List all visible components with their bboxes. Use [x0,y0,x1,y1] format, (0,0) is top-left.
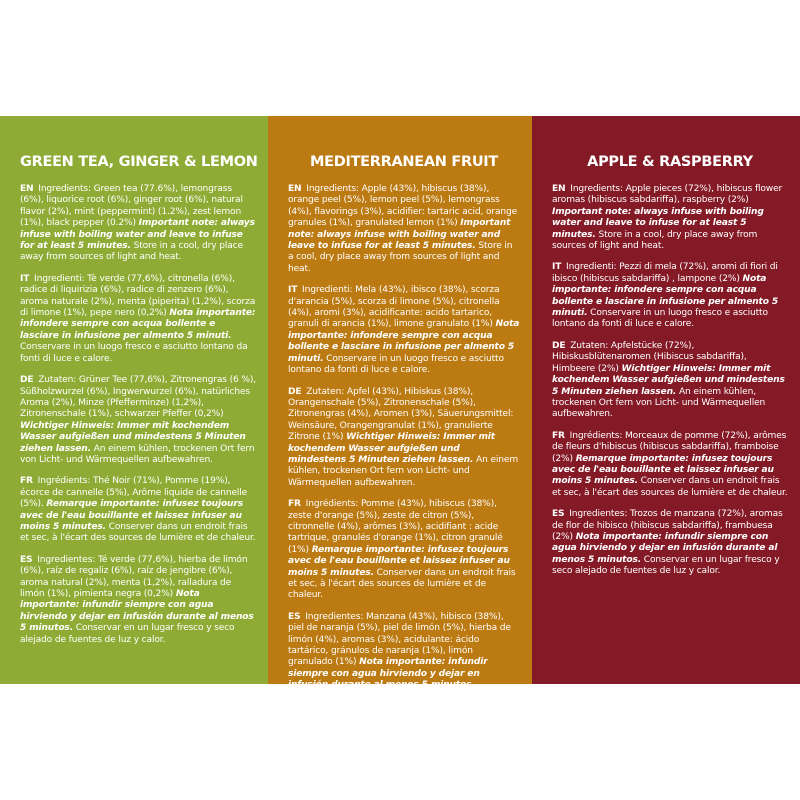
storage-text: Conservar en un lugar fresco y seco alejado de fuentes de luz y calor. [552,554,780,577]
ingredients-text: Zutaten: Apfelstücke (72%), Hibiskusblütenaromen (Hibiscus sabdariffa), Himbeere (2%) [552,340,747,374]
storage-text: Conserver dans un endroit frais et sec, à l'écart des sources de lumière et de chaleur. [20,521,256,544]
language-block-en [20,184,256,264]
language-block-en [552,184,788,252]
ingredients-text: Zutaten: Grüner Tee (77,6%), Zitronengras (6 %), Süßholzwurzel (6%), Ingwerwurzel (6%), natürliches Aroma (2%), Minze (Pfefferminze) (1,2%), Zitronenschale (1%), schwarzer Pfeffer (0,2%) [20,375,256,420]
ingredients-text: Ingrédients: Pomme (43%), hibiscus (38%), zeste d'orange (5%), zeste de citron (5%), citronnelle (4%), arômes (3%), acidifiant : acide tartrique, granulés d'orange (1%), citron granulé (1%) [288,499,503,555]
language-code: ES [20,554,33,565]
language-blocks [20,184,256,646]
storage-text: Conservare in un luogo fresco e asciutto lontano da fonti di luce e calore. [288,353,504,376]
important-note: Wichtiger Hinweis: Immer mit kochendem Wasser aufgießen und mindestens 5 Minuten ziehen lassen. [20,420,246,454]
language-code: IT [20,273,30,284]
important-note: Remarque importante: infusez toujours avec de l'eau bouillante et laissez infuser au moins 5 minutes. [20,499,243,532]
ingredients-text: Ingredienti: Pezzi di mela (72%), aromi di fiori di ibisco (hibiscus sabdariffa) , lampone (2%) [552,262,778,284]
language-block-es [552,509,788,577]
important-note: Remarque importante: infusez toujours avec de l'eau bouillante et laissez infuser au moins 5 minutes. [288,544,510,578]
language-blocks [552,184,788,578]
language-code: FR [20,476,33,487]
language-code: ES [552,509,565,520]
storage-text: Conservare in un luogo fresco e asciutto lontano da fonti di luce e calore. [20,342,248,364]
ingredients-text: Ingredients: Green tea (77.6%), lemongrass (6%), liquorice root (6%), ginger root (6%), natural flavor (2%), mint (peppermint) (1.2%), zest lemon (1%), black pepper (0.2%) [20,184,243,229]
language-block-de [20,375,256,466]
important-note: Nota importante: infondere sempre con acqua bollente e lasciare in infusione per almento 5 minuti. [20,308,256,341]
important-note: Wichtiger Hinweis: Immer mit kochendem Wasser aufgießen und mindestens 5 Minuten ziehen lassen. [552,363,785,397]
panel-title: GREEN TEA, GINGER & LEMON [20,154,258,170]
storage-text: An einem kühlen, trockenen Ort fern von Licht- und Wärmequellen aufbewahren. [552,386,766,420]
language-blocks [288,184,520,714]
important-note: Important note: always infuse with boiling water and leave to infuse for at least 5 minutes. [20,218,255,252]
storage-text: Conservar en un lugar fresco y seco alejado de fuentes de luz y calor. [288,691,496,714]
important-note: Remarque importante: infusez toujours avec de l'eau bouillante et laissez infuser au moins 5 minutes. [552,453,774,487]
panel-mediterranean-fruit [268,116,532,714]
ingredients-text: Zutaten: Apfel (43%), Hibiskus (38%), Orangenschale (5%), Zitronenschale (5%), Zitronengras (4%), Aromen (3%), Säuerungsmittel: Weinsäure, Orangengranulat (1%), granulierte Zitrone (1%) [288,386,514,443]
language-code: DE [552,340,566,351]
panel-apple-raspberry [532,116,800,684]
storage-text: Conservar en un lugar fresco y seco alejado de fuentes de luz y calor. [20,623,235,645]
important-note: Nota importante: infondere sempre con acqua bollente e lasciare in infusione per almento 5 minuti. [552,273,779,319]
ingredients-text: Ingrédients: Thé Noir (71%), Pomme (19%), écorce de cannelle (5%), Arôme liquide de cannelle (5%). [20,476,248,510]
language-code: EN [552,184,566,194]
ingredients-text: Ingredienti: Tè verde (77,6%), citronella (6%), radice di liquirizia (6%), radice di zenzero (6%), aroma naturale (2%), menta (piperita) (1,2%), scorza di limone (1%), pepe nero (0,2%) [20,273,256,319]
important-note: Nota importante: infondere sempre con acqua bollente e lasciare in infusione per almento 5 minuti. [288,319,520,364]
language-code: ES [288,611,301,622]
language-block-fr [552,431,788,499]
storage-text: An einem kühlen, trockenen Ort fern von Licht- und Wärmequellen aufbewahren. [20,443,255,465]
language-block-es [20,555,256,646]
language-block-en [288,184,520,275]
ingredients-text: Ingredientes: Té verde (77,6%), hierba de limón (6%), raíz de regaliz (6%), raíz de jengibre (6%), aroma natural (2%), menta (1,2%), ralladura de limón (1%), pimienta negra (0,2%) [20,554,248,599]
language-block-fr [288,499,520,602]
panel-green-tea [0,116,268,684]
language-code: EN [288,184,302,194]
language-code: IT [552,262,562,273]
language-block-it [20,274,256,365]
storage-text: Store in a cool, dry place away from sources of light and heat. [288,241,513,274]
ingredients-text: Ingredients: Apple (43%), hibiscus (38%), orange peel (5%), lemon peel (5%), lemongrass (4%), flavorings (3%), acidifier: tartaric acid, orange granules (1%), granulated lemon (1%) [288,184,518,229]
storage-text: Conserver dans un endroit frais et sec, à l'écart des sources de lumière et de chaleur. [552,476,788,498]
language-code: IT [288,285,298,296]
storage-text: Conserver dans un endroit frais et sec, à l'écart des sources de lumière et de chaleur. [288,567,516,601]
language-code: EN [20,184,34,194]
language-block-de [552,341,788,421]
language-block-fr [20,476,256,544]
storage-text: Conservare in un luogo fresco e asciutto lontano da fonti di luce e calore. [552,308,768,330]
important-note: Wichtiger Hinweis: Immer mit kochendem Wasser aufgießen und mindestens 5 Minuten ziehen lassen. [288,432,495,465]
important-note: Nota importante: infundir siempre con agua hirviendo y dejar en infusión durante al menos 5 minutos. [288,657,488,691]
language-code: DE [288,386,302,397]
language-code: FR [288,499,301,510]
panel-title: MEDITERRANEAN FRUIT [310,154,498,170]
storage-text: Store in a cool, dry place away from sources of light and heat. [552,229,758,252]
panel-title: APPLE & RASPBERRY [587,154,753,170]
ingredients-text: Ingredients: Apple pieces (72%), hibiscus flower aromas (hibiscus sabdariffa), raspberry (2%) [552,184,783,206]
ingredients-text: Ingredientes: Trozos de manzana (72%), aromas de flor de hibisco (hibiscus sabdariffa), frambuesa (2%) [552,509,783,542]
storage-text: An einem kühlen, trockenen Ort fern von Licht- und Wärmequellen aufbewahren. [288,454,519,488]
language-block-de [288,387,520,490]
label-panels [0,116,800,714]
language-code: FR [552,430,565,441]
language-block-it [552,262,788,330]
ingredients-text: Ingrédients: Morceaux de pomme (72%), arômes de fleurs d'hibiscus (hibiscus sabdariffa), framboise (2%) [552,430,787,464]
ingredients-text: Ingredienti: Mela (43%), ibisco (38%), scorza d'arancia (5%), scorza di limone (5%), citronella (4%), aromi (3%), acidificante: acido tartarico, granuli di arancia (1%), limone granulato (1%) [288,285,500,330]
ingredients-text: Ingredientes: Manzana (43%), hibisco (38%), piel de naranja (5%), piel de limón (5%), hierba de limón (4%), aromas (3%), acidulante: ácido tartárico, gránulos de naranja (1%), limón granulado (1%) [288,611,511,668]
language-code: DE [20,375,34,386]
storage-text: Store in a cool, dry place away from sources of light and heat. [20,241,243,263]
important-note: Nota importante: infundir siempre con agua hirviendo y dejar en infusión durante al menos 5 minutos. [552,531,778,565]
important-note: Nota importante: infundir siempre con agua hirviendo y dejar en infusión durante al menos 5 minutos. [20,589,254,634]
important-note: Important note: always infuse with boiling water and leave to infuse for at least 5 minutes. [552,206,764,240]
important-note: Important note: always infuse with boiling water and leave to infuse for at least 5 minutes. [288,218,511,252]
language-block-it [288,285,520,376]
language-block-es [288,612,520,715]
